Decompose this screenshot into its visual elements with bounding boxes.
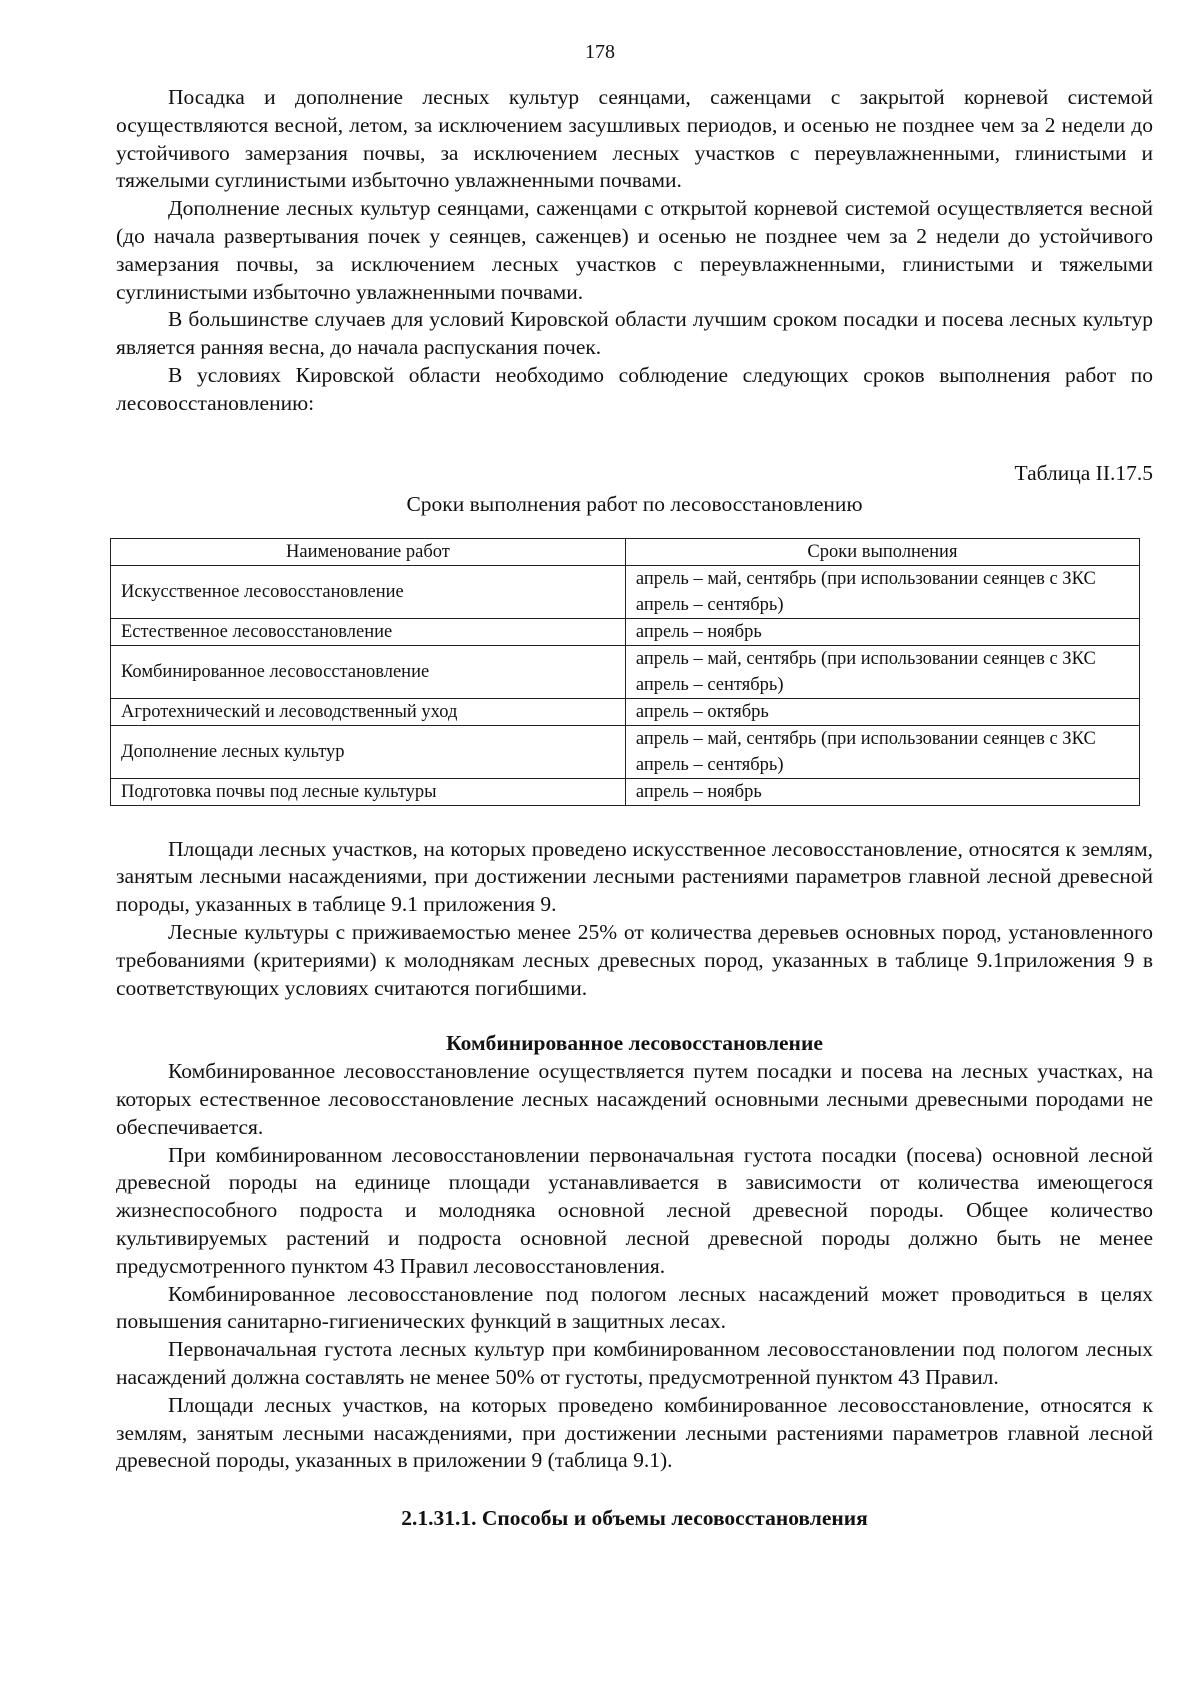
page-content (116, 84, 1153, 1533)
work-term-cell: апрель – май, сентябрь (при использовании сеянцев с ЗКС апрель – сентябрь) (625, 565, 1139, 618)
table-row (111, 565, 1140, 618)
paragraph: Дополнение лесных культур сеянцами, саженцами с открытой корневой системой осуществляется весной (до начала развертывания почек у сеянцев, саженцев) и осенью не позднее чем за 2 недели до устойчивого замерзания почвы, за исключением лесных участков с переувлажненными, глинистыми и тяжелыми суглинистыми избыточно увлажненными почвами. (116, 196, 1153, 304)
schedule-table (110, 538, 1140, 806)
subsection-heading: 2.1.31.1. Способы и объемы лесовосстановления (401, 1506, 868, 1531)
paragraph: Площади лесных участков, на которых проведено искусственное лесовосстановление, относятся к землям, занятым лесными насаждениями, при достижении лесными растениями параметров главной лесной древесной породы, указанных в таблице 9.1 приложения 9. (116, 836, 1153, 917)
table-row (111, 645, 1140, 698)
table-row (111, 618, 1140, 645)
work-term-cell: апрель – май, сентябрь (при использовании сеянцев с ЗКС апрель – сентябрь) (625, 645, 1139, 698)
work-name-cell: Комбинированное лесовосстановление (111, 645, 626, 698)
page-number: 178 (585, 41, 615, 63)
paragraph: Комбинированное лесовосстановление под пологом лесных насаждений может проводиться в целях повышения санитарно-гигиенических функций в защитных лесах. (116, 1281, 1153, 1334)
paragraph: Комбинированное лесовосстановление осуществляется путем посадки и посева на лесных участках, на которых естественное лесовосстановление лесных насаждений основными лесными древесными породами не обеспечивается. (116, 1059, 1153, 1139)
table-label: Таблица II.17.5 (1014, 460, 1153, 485)
work-term-cell: апрель – ноябрь (625, 618, 1139, 645)
paragraph: В условиях Кировской области необходимо соблюдение следующих сроков выполнения работ по лесовосстановлению: (116, 362, 1153, 415)
paragraph: Первоначальная густота лесных культур при комбинированном лесовосстановлении под пологом лесных насаждений должна составлять не менее 50% от густоты, предусмотренной пунктом 43 Правил. (116, 1337, 1153, 1389)
work-term-cell: апрель – ноябрь (625, 778, 1139, 805)
paragraph: Лесные культуры с приживаемостью менее 25% от количества деревьев основных пород, установленного требованиями (критериями) к молоднякам лесных древесных пород, указанных в таблице 9.1приложения 9 в соответствующих условиях считаются погибшими. (116, 919, 1153, 1000)
paragraph: Площади лесных участков, на которых проведено комбинированное лесовосстановление, относятся к землям, занятым лесными насаждениями, при достижении лесными растениями параметров главной лесной древесной породы, указанных в приложении 9 (таблица 9.1). (116, 1392, 1153, 1473)
work-name-cell: Подготовка почвы под лесные культуры (111, 778, 626, 805)
work-name-cell: Агротехнический и лесоводственный уход (111, 698, 626, 725)
work-name-cell: Дополнение лесных культур (111, 725, 626, 778)
work-term-cell: апрель – октябрь (625, 698, 1139, 725)
table-header-term: Сроки выполнения (625, 538, 1139, 565)
paragraph: В большинстве случаев для условий Кировской области лучшим сроком посадки и посева лесных культур является ранняя весна, до начала распускания почек. (116, 307, 1153, 360)
table-row (111, 778, 1140, 805)
paragraph: Посадка и дополнение лесных культур сеянцами, саженцами с закрытой корневой системой осуществляются весной, летом, за исключением засушливых периодов, и осенью не позднее чем за 2 недели до устойчивого замерзания почвы, за исключением лесных участков с переувлажненными, глинистыми и тяжелыми суглинистыми избыточно увлажненными почвами. (116, 85, 1153, 193)
table-header-name: Наименование работ (111, 538, 626, 565)
table-row (111, 725, 1140, 778)
work-term-cell: апрель – май, сентябрь (при использовании сеянцев с ЗКС апрель – сентябрь) (625, 725, 1139, 778)
table-row (111, 698, 1140, 725)
work-name-cell: Естественное лесовосстановление (111, 618, 626, 645)
section-heading: Комбинированное лесовосстановление (446, 1031, 823, 1056)
table-header-row (111, 538, 1140, 565)
paragraph: При комбинированном лесовосстановлении первоначальная густота посадки (посева) основной лесной древесной породы на единице площади устанавливается в зависимости от количества имеющегося жизнеспособного подроста и молодняка основной лесной древесной породы. Общее количество культивируемых растений и подроста основной лесной древесной породы должно быть не менее предусмотренного пунктом 43 Правил лесовосстановления. (116, 1142, 1153, 1278)
table-title: Сроки выполнения работ по лесовосстановлению (406, 491, 863, 516)
work-name-cell: Искусственное лесовосстановление (111, 565, 626, 618)
post-table-text (116, 836, 1153, 1003)
